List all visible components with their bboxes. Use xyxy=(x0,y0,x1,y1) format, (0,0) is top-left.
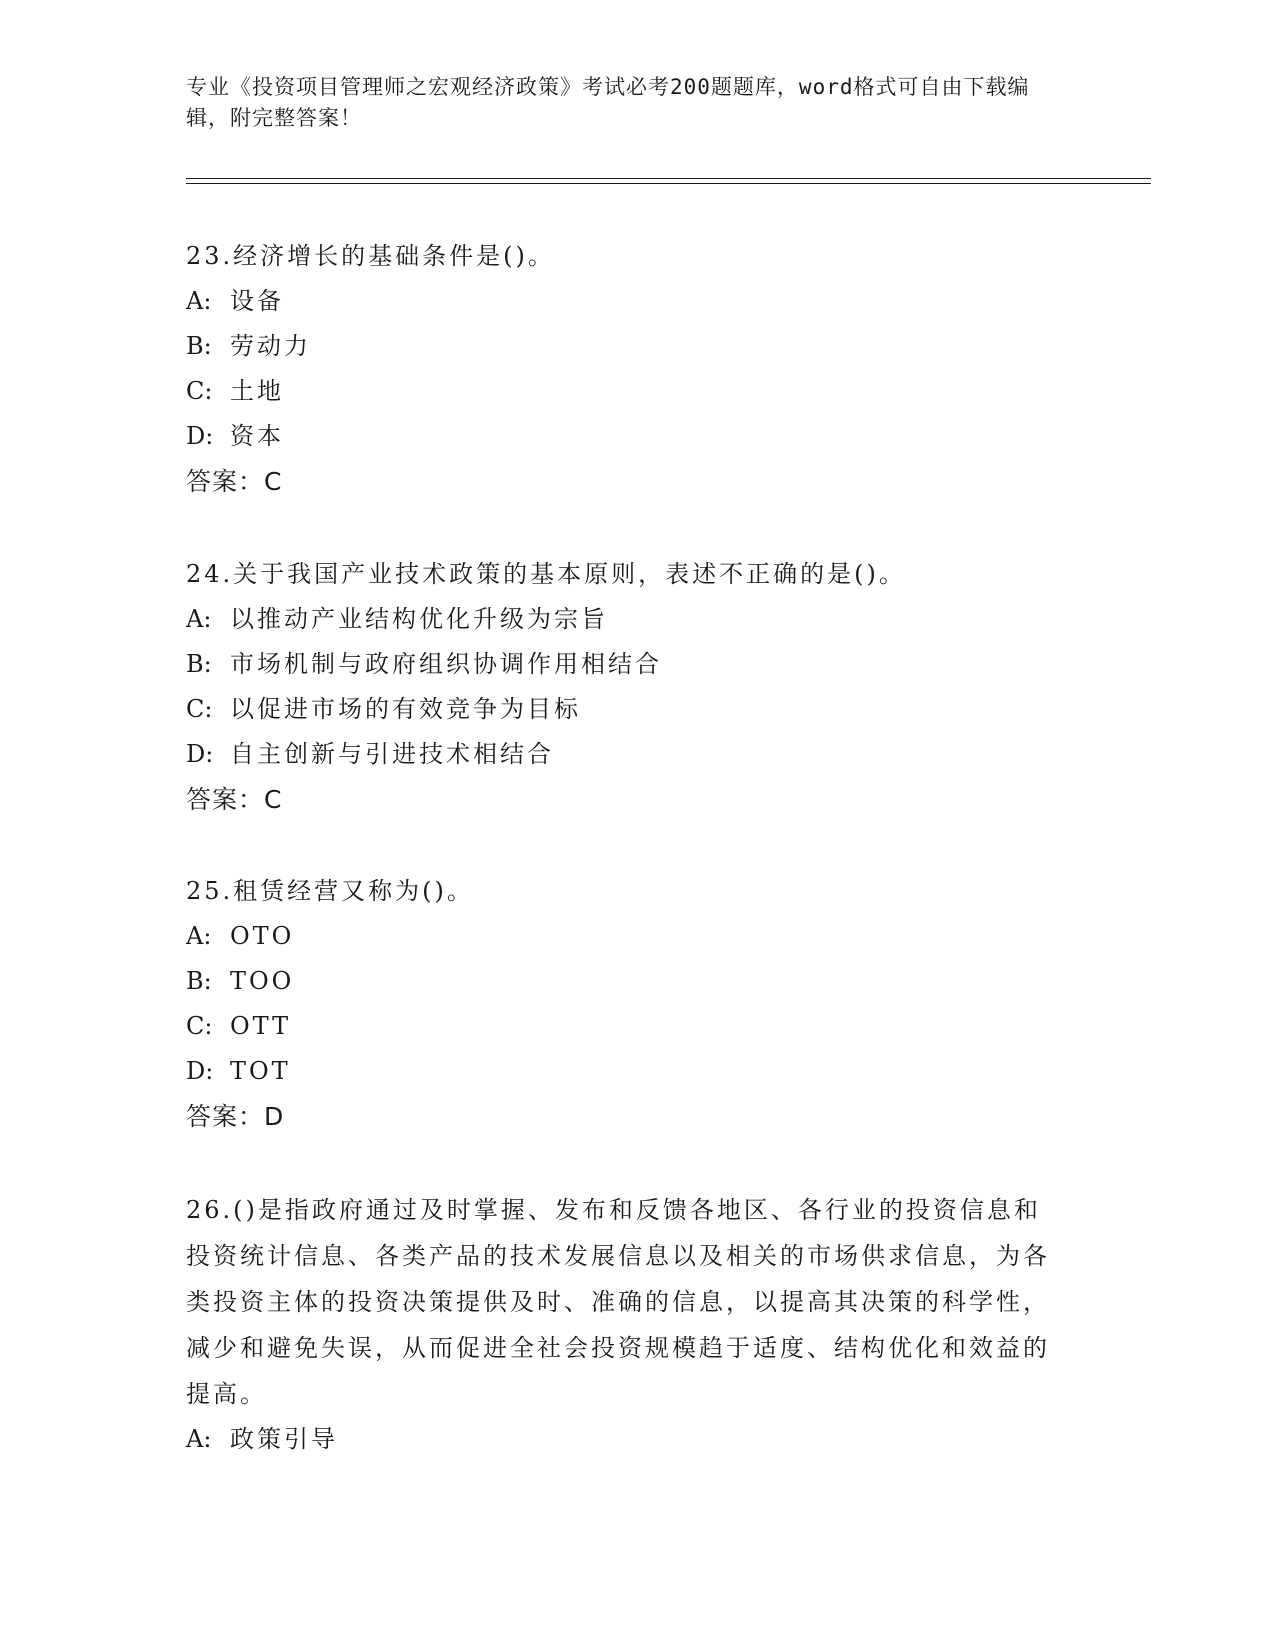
option-d xyxy=(186,1049,1066,1094)
option-letter: A: xyxy=(186,1425,212,1453)
option-c xyxy=(186,687,1066,732)
header-divider-top xyxy=(186,178,1151,179)
option-text: 资本 xyxy=(230,422,284,450)
option-letter: C: xyxy=(186,377,213,405)
option-text: 政策引导 xyxy=(230,1425,338,1453)
option-d xyxy=(186,732,1066,777)
option-b xyxy=(186,642,1066,687)
answer-text: 答案：D xyxy=(186,1102,285,1131)
option-letter: B: xyxy=(186,967,212,995)
header-divider-bottom xyxy=(186,183,1151,184)
option-a xyxy=(186,914,1066,959)
question-stem: 23.经济增长的基础条件是()。 xyxy=(186,242,555,270)
question-stem: 26.()是指政府通过及时掌握、发布和反馈各地区、各行业的投资信息和投资统计信息、各类产品的技术发展信息以及相关的市场供求信息，为各类投资主体的投资决策提供及时、准确的信息，以提高其决策的科学性，减少和避免失误，从而促进全社会投资规模趋于适度、结构优化和效益的提高。 xyxy=(186,1196,1050,1408)
option-text: OTT xyxy=(230,1012,292,1040)
option-c xyxy=(186,369,1066,414)
option-d xyxy=(186,414,1066,459)
question-24 xyxy=(186,551,1066,822)
option-letter: C: xyxy=(186,1012,213,1040)
option-text: 市场机制与政府组织协调作用相结合 xyxy=(230,650,662,678)
option-text: 以推动产业结构优化升级为宗旨 xyxy=(230,605,608,633)
option-letter: A: xyxy=(186,605,212,633)
option-letter: A: xyxy=(186,287,212,315)
answer-text: 答案：C xyxy=(186,785,283,814)
option-letter: D: xyxy=(186,740,214,768)
question-25 xyxy=(186,868,1066,1139)
option-text: TOO xyxy=(230,967,295,995)
option-letter: D: xyxy=(186,422,214,450)
option-text: 土地 xyxy=(230,377,284,405)
option-text: TOT xyxy=(230,1057,291,1085)
option-b xyxy=(186,324,1066,369)
option-c xyxy=(186,1004,1066,1049)
option-text: 以促进市场的有效竞争为目标 xyxy=(230,695,581,723)
answer-text: 答案：C xyxy=(186,467,283,496)
option-a xyxy=(186,597,1066,642)
document-header-text: 专业《投资项目管理师之宏观经济政策》考试必考200题题库，word格式可自由下载编辑，附完整答案！ xyxy=(186,75,1030,130)
option-text: OTO xyxy=(230,922,295,950)
option-letter: A: xyxy=(186,922,212,950)
option-text: 设备 xyxy=(230,287,284,315)
question-26 xyxy=(186,1187,1066,1462)
option-b xyxy=(186,959,1066,1004)
question-stem: 25.租赁经营又称为()。 xyxy=(186,877,474,905)
option-a xyxy=(186,279,1066,324)
option-letter: B: xyxy=(186,332,212,360)
option-letter: C: xyxy=(186,695,213,723)
option-letter: D: xyxy=(186,1057,214,1085)
option-a xyxy=(186,1417,1066,1462)
question-stem: 24.关于我国产业技术政策的基本原则，表述不正确的是()。 xyxy=(186,560,906,588)
option-text: 劳动力 xyxy=(230,332,311,360)
option-text: 自主创新与引进技术相结合 xyxy=(230,740,554,768)
question-23 xyxy=(186,233,1066,504)
option-letter: B: xyxy=(186,650,212,678)
